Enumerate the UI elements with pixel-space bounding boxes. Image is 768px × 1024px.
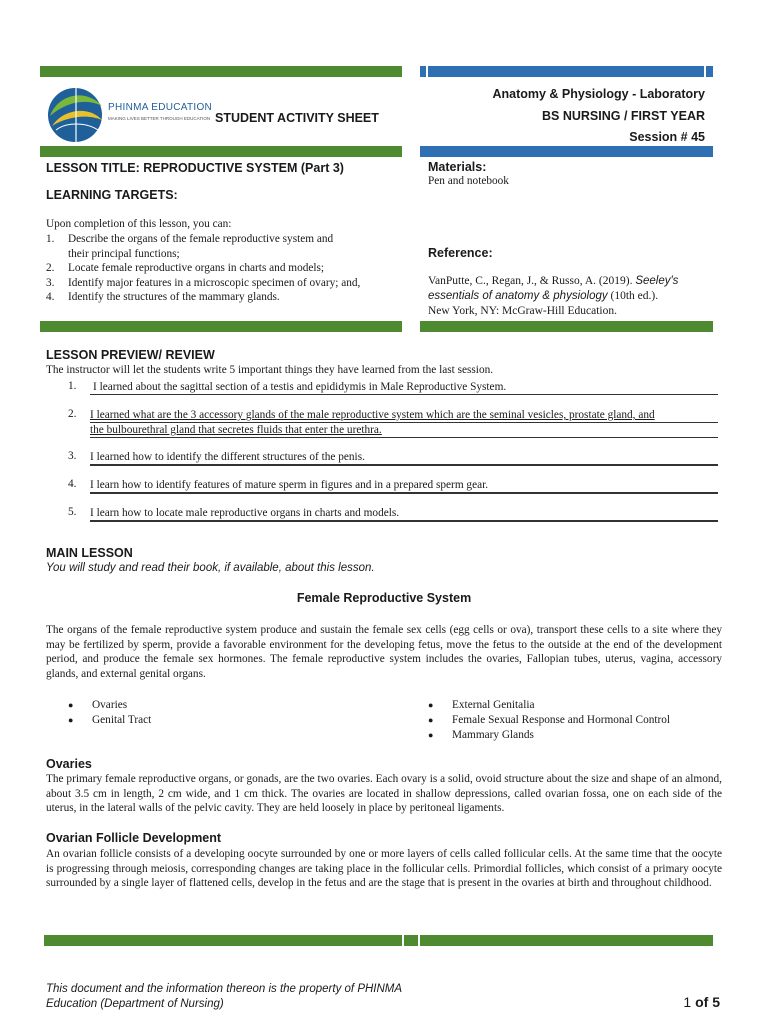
- top-green-bar: [40, 66, 402, 77]
- citation-book-title-1: Seeley's: [635, 275, 679, 287]
- main-lesson-subtitle: You will study and read their book, if available, about this lesson.: [46, 562, 375, 574]
- bottom-green-bar: [44, 935, 713, 946]
- section-title: Female Reproductive System: [296, 591, 472, 605]
- review-answer: [90, 408, 718, 438]
- review-answer-text: I learned what are the 3 accessory glands of the male reproductive system which are the seminal vesicles, prostate gland, and: [90, 409, 655, 421]
- bar-separator: [704, 66, 706, 77]
- target-text: their principal functions;: [68, 247, 180, 260]
- review-answer-text: I learned about the sagittal section of a testis and epididymis in Male Reproductive System.: [93, 381, 507, 393]
- topic-item: ● External Genitalia: [428, 698, 728, 713]
- review-blank-line: [90, 464, 718, 466]
- review-answer: [90, 380, 718, 395]
- page-total: of 5: [691, 994, 720, 1010]
- topics-list-left: [68, 698, 388, 728]
- section-green-bar: [40, 321, 402, 332]
- follicle-heading: Ovarian Follicle Development: [46, 831, 222, 845]
- logo-brand: PHINMA EDUCATION: [108, 102, 213, 113]
- topics-list-right: [428, 698, 728, 743]
- ovaries-paragraph: The primary female reproductive organs, or gonads, are the two ovaries. Each ovary is a solid, ovoid structure about the size and shape of an almond, about 3.5 cm in length, 2 cm wide, and 1 cm thick. The ovaries are located in shallow depressions, called ovarian fossa, one on each side of the uterus, in the lateral walls of the pelvic cavity. They are held loosely in place by peritoneal ligaments.: [46, 773, 722, 815]
- page-current: 1: [683, 994, 692, 1010]
- target-text: Describe the organs of the female reproductive system and: [68, 233, 334, 245]
- review-blank-line: [90, 520, 718, 522]
- review-answer-text: I learned how to identify the different structures of the penis.: [90, 451, 365, 463]
- bar-separator: [426, 66, 428, 77]
- topic-item: ● Mammary Glands: [428, 728, 728, 743]
- learning-targets-heading: LEARNING TARGETS:: [46, 188, 178, 202]
- target-text: Locate female reproductive organs in charts and models;: [68, 262, 325, 275]
- citation-edition: (10th ed.).: [607, 290, 659, 302]
- bar-separator: [402, 935, 404, 946]
- section-green-bar-right: [420, 321, 713, 332]
- preview-intro: The instructor will let the students write 5 important things they have learned from the last session.: [46, 364, 494, 376]
- citation-book-title-2: essentials of anatomy & physiology: [428, 290, 608, 302]
- bar-separator: [418, 935, 420, 946]
- review-answer-line: [90, 423, 718, 438]
- review-answer: [90, 506, 718, 521]
- review-answer: [90, 478, 718, 493]
- topic-item: ● Female Sexual Response and Hormonal Control: [428, 713, 728, 728]
- top-blue-bar: [420, 66, 713, 77]
- sheet-label: STUDENT ACTIVITY SHEET: [215, 111, 379, 125]
- program-name: BS NURSING / FIRST YEAR: [542, 109, 705, 123]
- citation-line-2: [428, 289, 718, 304]
- preview-heading: LESSON PREVIEW/ REVIEW: [46, 348, 215, 362]
- target-item: [46, 290, 406, 305]
- target-text: Identify the structures of the mammary glands.: [68, 291, 280, 304]
- target-item: [46, 232, 406, 247]
- lesson-title: LESSON TITLE: REPRODUCTIVE SYSTEM (Part 3): [46, 161, 344, 175]
- citation-authors: VanPutte, C., Regan, J., & Russo, A. (2019).: [428, 275, 636, 287]
- target-num: 2.: [46, 262, 55, 275]
- topic-item: ● Ovaries: [68, 698, 388, 713]
- target-num: 3.: [46, 276, 55, 289]
- topic-item: ● Genital Tract: [68, 713, 388, 728]
- page-number: [683, 994, 720, 1010]
- learning-targets-list: [46, 232, 406, 305]
- review-num: 1.: [68, 380, 77, 392]
- target-item: [46, 276, 406, 291]
- review-answer-text: I learn how to locate male reproductive organs in charts and models.: [90, 507, 400, 519]
- citation-line-1: [428, 274, 718, 289]
- review-answer-text: I learn how to identify features of mature sperm in figures and in a prepared sperm gear.: [90, 479, 489, 491]
- header-green-bar: [40, 146, 402, 157]
- target-item: [46, 247, 406, 262]
- review-num: 4.: [68, 478, 77, 490]
- review-blank-line: [90, 492, 718, 494]
- header-blue-bar: [420, 146, 713, 157]
- review-num: 2.: [68, 408, 77, 420]
- review-answer: [90, 450, 718, 465]
- reference-citation: [428, 274, 718, 319]
- phinma-logo-icon: [46, 86, 106, 144]
- review-answer-text: the bulbourethral gland that secretes fluids that enter the urethra.: [90, 424, 382, 436]
- review-num: 3.: [68, 450, 77, 462]
- target-item: [46, 261, 406, 276]
- materials-text: Pen and notebook: [428, 175, 509, 187]
- ovaries-heading: Ovaries: [46, 757, 92, 771]
- target-num: 4.: [46, 291, 55, 304]
- intro-paragraph: The organs of the female reproductive system produce and sustain the female sex cells (egg cells or ova), transport these cells to a site where they may be fertilized by sperm, provide a favorable environment for the developing fetus, move the fetus to the outside at the end of the development period, and produce the female sex hormones. The female reproductive system includes the ovaries, Fallopian tubes, uterus, vagina, accessory glands, and external genital organs.: [46, 624, 722, 680]
- target-text: Identify major features in a microscopic specimen of ovary; and,: [68, 276, 361, 289]
- materials-heading: Materials:: [428, 160, 487, 174]
- target-num: 1.: [46, 233, 55, 245]
- citation-publisher: New York, NY: McGraw-Hill Education.: [428, 305, 617, 317]
- follicle-paragraph: An ovarian follicle consists of a developing oocyte surrounded by one or more layers of cells called follicular cells. At the same time that the oocyte is progressing through meiosis, corresponding changes are taking place in the follicular cells. Primordial follicles, which consist of a primary oocyte surrounded by a single layer of flattened cells, develop in the fetus and are the stage that is present in the ovaries at birth and throughout childhood.: [46, 848, 722, 890]
- targets-intro: Upon completion of this lesson, you can:: [46, 218, 232, 230]
- footer-disclaimer-line-1: This document and the information thereon is the property of PHINMA: [46, 983, 403, 995]
- reference-heading: Reference:: [428, 246, 493, 260]
- footer-disclaimer: [46, 982, 402, 1012]
- footer-disclaimer-line-2: Education (Department of Nursing): [46, 998, 224, 1010]
- session-number: Session # 45: [629, 130, 705, 144]
- phinma-logo: [46, 86, 213, 144]
- review-num: 5.: [68, 506, 77, 518]
- logo-tagline: MAKING LIVES BETTER THROUGH EDUCATION: [108, 116, 211, 121]
- course-name: Anatomy & Physiology - Laboratory: [492, 87, 705, 101]
- review-answer-line: [90, 408, 718, 423]
- main-lesson-heading: MAIN LESSON: [46, 546, 133, 560]
